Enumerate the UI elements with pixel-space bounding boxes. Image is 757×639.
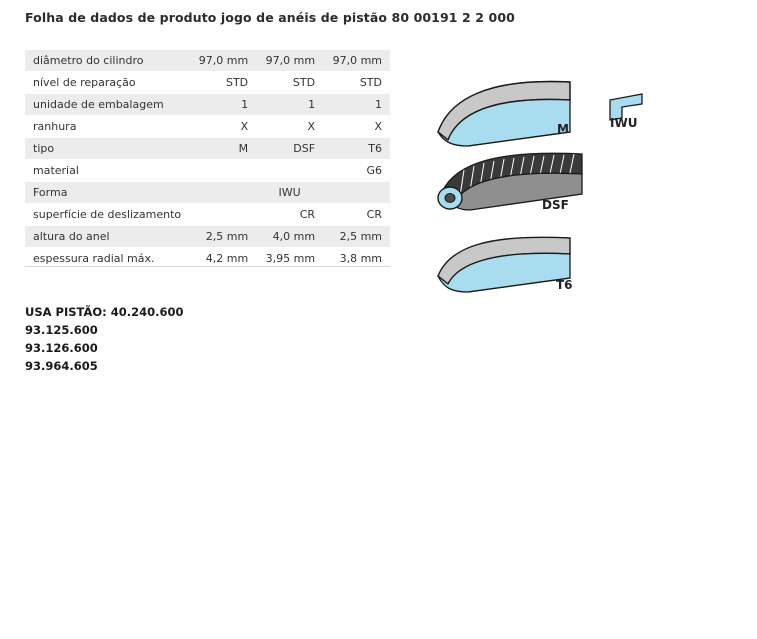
row-value: 4,2 mm bbox=[189, 248, 256, 270]
row-value: STD bbox=[323, 72, 390, 94]
row-value bbox=[189, 160, 256, 182]
table-row bbox=[25, 116, 390, 138]
row-value bbox=[189, 204, 256, 226]
table-row bbox=[25, 50, 390, 72]
row-label: espessura radial máx. bbox=[25, 248, 189, 270]
table-row bbox=[25, 72, 390, 94]
ring-dsf-end-hole bbox=[445, 194, 455, 203]
spec-table-body bbox=[25, 50, 390, 270]
row-value: STD bbox=[256, 72, 323, 94]
row-value: 4,0 mm bbox=[256, 226, 323, 248]
table-bottom-divider bbox=[25, 266, 390, 267]
row-value: 1 bbox=[323, 94, 390, 116]
piston-code-item: 93.126.600 bbox=[25, 341, 98, 355]
table-row bbox=[25, 204, 390, 226]
row-value: STD bbox=[189, 72, 256, 94]
row-value: T6 bbox=[323, 138, 390, 160]
row-value: CR bbox=[256, 204, 323, 226]
table-row bbox=[25, 138, 390, 160]
row-label: diâmetro do cilindro bbox=[25, 50, 189, 72]
piston-code-item: 93.964.605 bbox=[25, 359, 98, 373]
row-value: 2,5 mm bbox=[189, 226, 256, 248]
ring-label-dsf: DSF bbox=[542, 198, 569, 212]
ring-label-iwu: IWU bbox=[610, 116, 638, 130]
ring-diagram-m bbox=[430, 70, 590, 150]
row-label: material bbox=[25, 160, 189, 182]
ring-diagrams bbox=[430, 60, 730, 320]
row-value: 97,0 mm bbox=[189, 50, 256, 72]
ring-diagram-t6 bbox=[430, 232, 590, 312]
row-label: unidade de embalagem bbox=[25, 94, 189, 116]
spec-table bbox=[25, 50, 390, 270]
ring-label-m: M bbox=[557, 122, 569, 136]
row-value: X bbox=[323, 116, 390, 138]
row-value: 2,5 mm bbox=[323, 226, 390, 248]
table-row bbox=[25, 160, 390, 182]
piston-codes bbox=[25, 303, 184, 375]
row-value: DSF bbox=[256, 138, 323, 160]
row-value: 3,8 mm bbox=[323, 248, 390, 270]
piston-codes-heading: USA PISTÃO: 40.240.600 bbox=[25, 305, 184, 319]
row-value bbox=[256, 160, 323, 182]
row-label: nível de reparação bbox=[25, 72, 189, 94]
row-value: X bbox=[189, 116, 256, 138]
row-value: G6 bbox=[323, 160, 390, 182]
row-value: M bbox=[189, 138, 256, 160]
ring-label-t6: T6 bbox=[556, 278, 573, 292]
row-label: Forma bbox=[25, 182, 189, 204]
row-value: 1 bbox=[189, 94, 256, 116]
piston-code-item: 93.125.600 bbox=[25, 323, 98, 337]
row-value: IWU bbox=[189, 182, 390, 204]
ring-diagram-dsf bbox=[430, 148, 600, 228]
row-value: 97,0 mm bbox=[256, 50, 323, 72]
row-value: 97,0 mm bbox=[323, 50, 390, 72]
row-label: superfície de deslizamento bbox=[25, 204, 189, 226]
table-row bbox=[25, 182, 390, 204]
row-label: ranhura bbox=[25, 116, 189, 138]
row-label: altura do anel bbox=[25, 226, 189, 248]
row-value: CR bbox=[323, 204, 390, 226]
row-value: X bbox=[256, 116, 323, 138]
page-title: Folha de dados de produto jogo de anéis de pistão 80 00191 2 2 000 bbox=[25, 10, 515, 25]
table-row bbox=[25, 226, 390, 248]
row-label: tipo bbox=[25, 138, 189, 160]
row-value: 1 bbox=[256, 94, 323, 116]
row-value: 3,95 mm bbox=[256, 248, 323, 270]
table-row bbox=[25, 94, 390, 116]
